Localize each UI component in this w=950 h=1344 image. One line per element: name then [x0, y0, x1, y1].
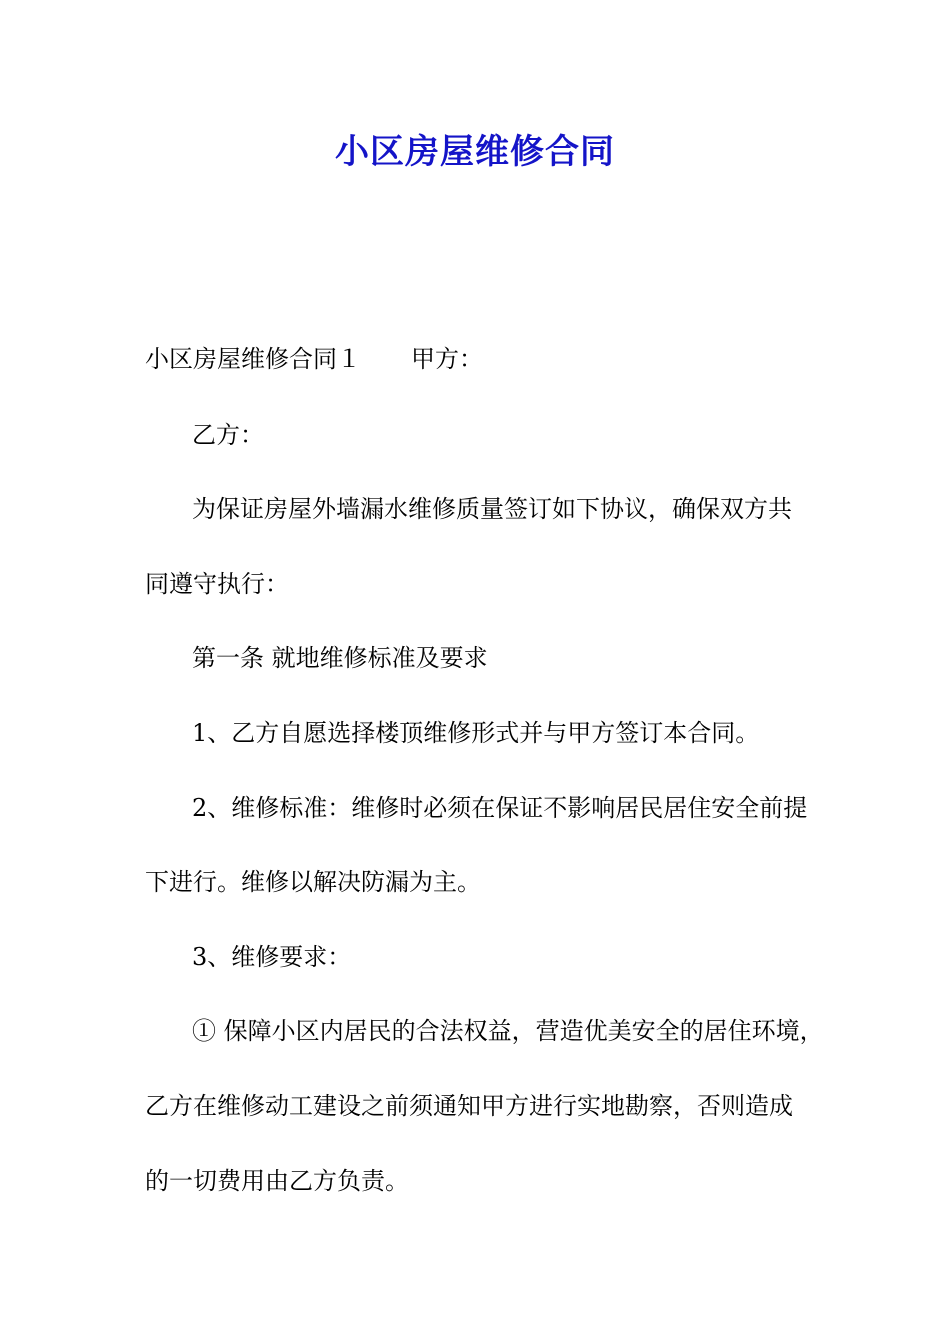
article-heading: 第一条 就地维修标准及要求	[192, 644, 488, 672]
clause-line: 3、维修要求：	[192, 943, 352, 971]
document-title: 小区房屋维修合同	[335, 132, 615, 172]
clause-line: ① 保障小区内居民的合法权益，营造优美安全的居住环境，	[192, 1017, 824, 1045]
clause-line: 下进行。维修以解决防漏为主。	[145, 868, 481, 896]
paragraph-line: 同遵守执行：	[145, 570, 289, 598]
header-line	[145, 342, 845, 376]
clause-line: 的一切费用由乙方负责。	[145, 1167, 409, 1195]
clause-line: 乙方在维修动工建设之前须通知甲方进行实地勘察，否则造成	[145, 1092, 793, 1120]
paragraph-line: 为保证房屋外墙漏水维修质量签订如下协议，确保双方共	[192, 495, 792, 523]
party-a-label: 甲方：	[411, 345, 483, 373]
clause-line: 2、维修标准：维修时必须在保证不影响居民居住安全前提	[192, 794, 808, 822]
contract-number-label: 小区房屋维修合同１	[145, 345, 361, 373]
party-b-label: 乙方：	[192, 421, 264, 449]
clause-line: 1、乙方自愿选择楼顶维修形式并与甲方签订本合同。	[192, 719, 760, 747]
